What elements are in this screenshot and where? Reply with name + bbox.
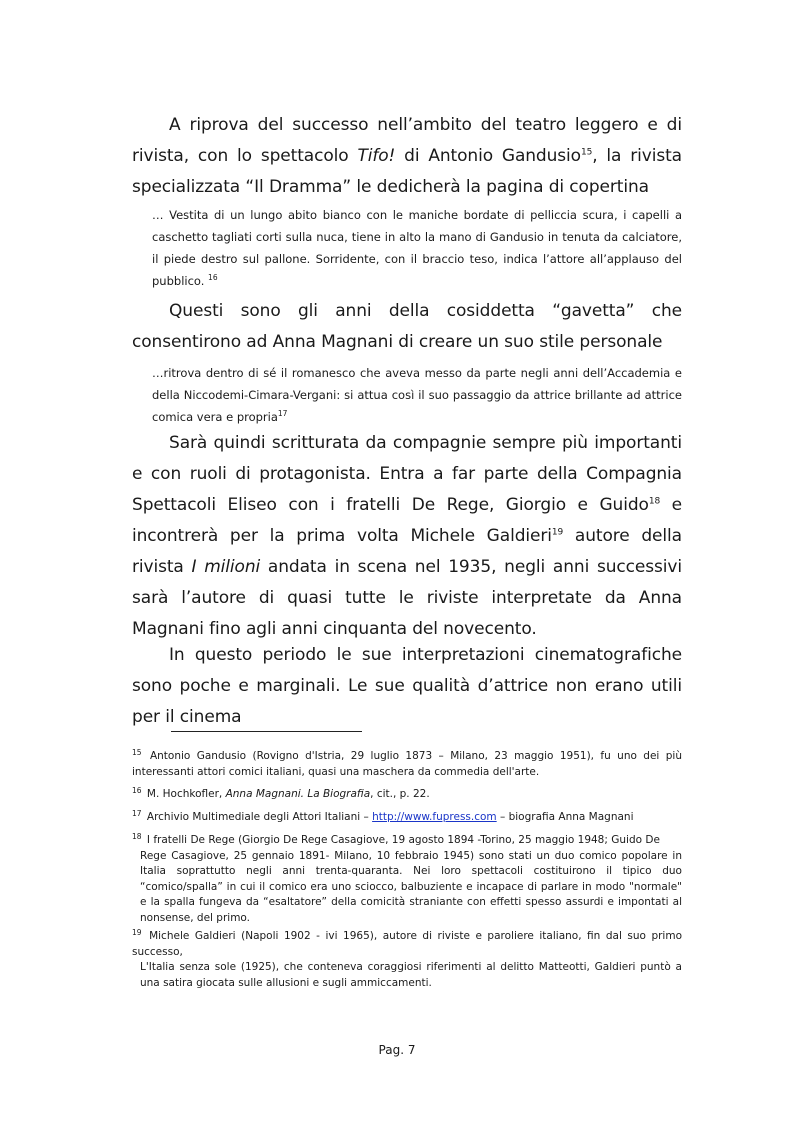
footnote-15: $^{15}$ Antonio Gandusio (Rovigno d'Istria, 29 luglio 1873 – Milano, 23 maggio 1951), fu uno dei più interessanti attori comici italiani, quasi una maschera da commedia dell'arte. <box>132 747 682 778</box>
block-quote-2: …ritrova dentro di sé il romanesco che aveva messo da parte negli anni dell’Accademia e della Niccodemi-Cimara-Vergani: si attua così il suo passaggio da attrice brillante ad attrice comica vera e propria$^{17}$ <box>152 366 682 424</box>
footnote-16: $^{16}$ M. Hochkofler, Anna Magnani. La Biografia, cit., p. 22. <box>132 785 430 800</box>
page-number: Pag. 7 <box>378 1043 416 1057</box>
footnote-ref-17[interactable]: 17 <box>277 409 288 419</box>
footnote-number: 19 <box>132 927 142 937</box>
footnote-number: 18 <box>132 831 142 841</box>
footnote-number: 15 <box>132 747 142 757</box>
paragraph-3: Sarà quindi scritturata da compagnie sempre più importanti e con ruoli di protagonista. Entra a far parte della Compagnia Spettacoli Eliseo con i fratelli De Rege, Giorgio e Guido$^{18}$ e incontrerà per la prima volta Michele Galdieri$^{19}$ autore della rivista I milioni andata in scena nel 1935, negli anni successivi sarà l’autore di quasi tutte le riviste interpretate da Anna Magnani fino agli anni cinquanta del novecento. <box>132 433 682 639</box>
paragraph-2: Questi sono gli anni della cosiddetta “gavetta” che consentirono ad Anna Magnani di creare un suo stile personale <box>132 301 682 352</box>
footnote-ref-15[interactable]: 15 <box>580 147 593 158</box>
italic-title-tifo: Tifo! <box>357 146 396 166</box>
footnote-number: 17 <box>132 808 142 818</box>
footnote-18: $^{18}$ I fratelli De Rege (Giorgio De Rege Casagiove, 19 agosto 1894 -Torino, 25 maggio 1948; Guido De Rege Casagiove, 25 gennaio 1891- Milano, 10 febbraio 1945) sono stati un duo comico popolare in Italia soprattutto negli anni trenta-quaranta. Nei loro spettacoli costituirono il tipico duo “comico/spalla” in cui il comico era uno sciocco, balbuziente e incapace di parlare in modo "normale" e la spalla fungeva da “esaltatore” della comicità straniante con effetti spesso assurdi e impontati al nonsense, del primo. <box>132 831 682 924</box>
footnote-19: $^{19}$ Michele Galdieri (Napoli 1902 - ivi 1965), autore di riviste e paroliere italiano, fin dal suo primo successo, L'Italia senza sole (1925), che conteneva coraggiosi riferimenti al delitto Matteotti, Galdieri puntò a una satira giocata sulle allusioni e sugli ammiccamenti. <box>132 927 682 989</box>
footnote-separator <box>171 731 362 732</box>
paragraph-1: A riprova del successo nell’ambito del teatro leggero e di rivista, con lo spettacolo Tifo! di Antonio Gandusio$^{15}$, la rivista specializzata “Il Dramma” le dedicherà la pagina di copertina <box>132 115 682 197</box>
footnote-17: $^{17}$ Archivio Multimediale degli Attori Italiani – http://www.fupress.com – biografia Anna Magnani <box>132 808 634 823</box>
footnote-ref-19[interactable]: 19 <box>551 527 564 538</box>
footnote-number: 16 <box>132 785 142 795</box>
fupress-link[interactable]: http://www.fupress.com <box>372 811 497 823</box>
block-quote-1: … Vestita di un lungo abito bianco con le maniche bordate di pelliccia scura, i capelli a caschetto tagliati corti sulla nuca, tiene in alto la mano di Gandusio in tenuta da calciatore, il piede destro sul pallone. Sorridente, con il braccio teso, indica l’attore all’applauso del pubblico. $^{16}$ <box>152 208 682 288</box>
paragraph-4: In questo periodo le sue interpretazioni cinematografiche sono poche e marginali. Le sue qualità d’attrice non erano utili per il cinema <box>132 645 682 727</box>
italic-title-i-milioni: I milioni <box>191 557 261 577</box>
footnote-ref-18[interactable]: 18 <box>648 496 661 507</box>
footnote-ref-16[interactable]: 16 <box>208 273 218 283</box>
